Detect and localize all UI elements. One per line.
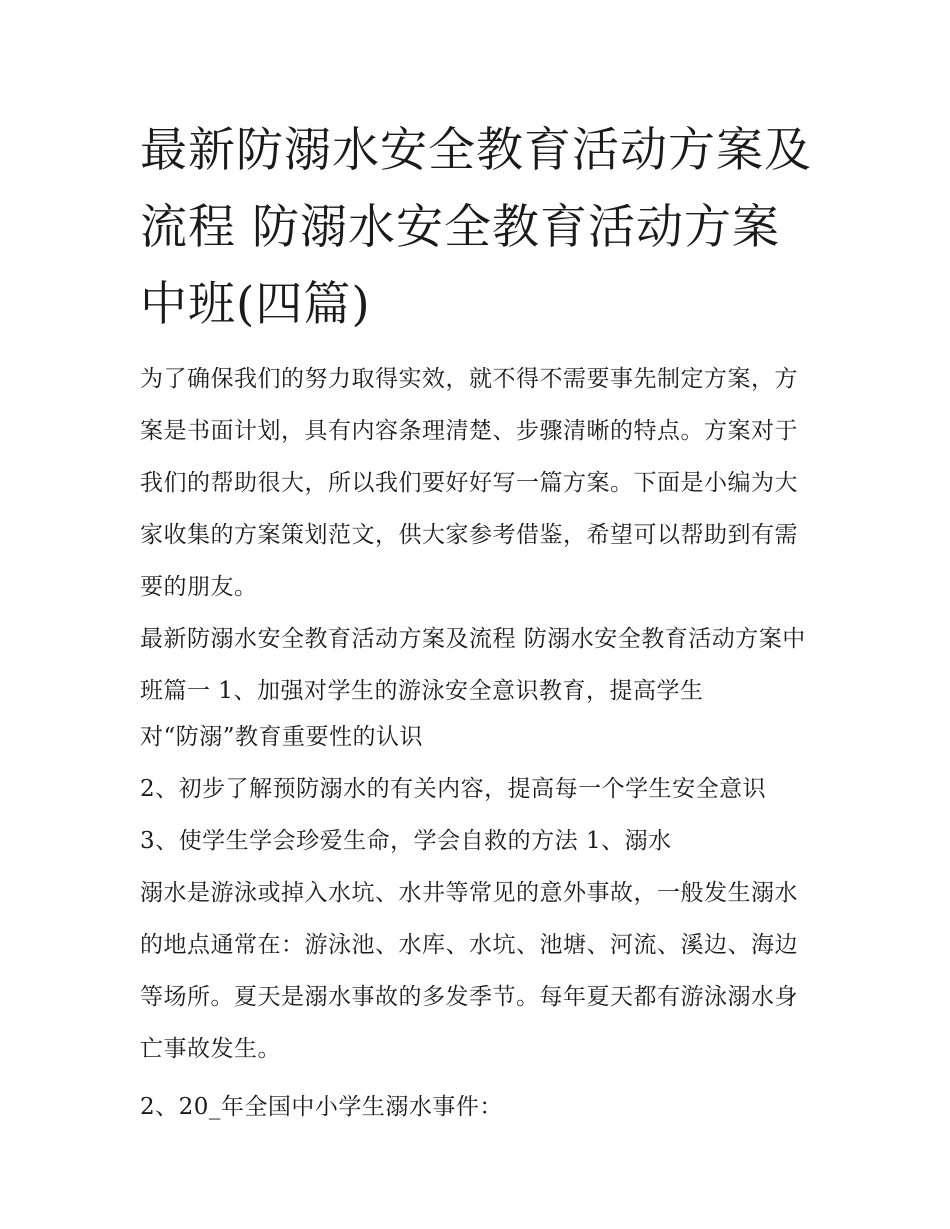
objective-continuation: 对“防溺”教育重要性的认识 [140,724,424,750]
objective-item-3: 3、使学生学会珍爱生命，学会自救的方法 1、溺水 [140,828,672,854]
drowning-description-paragraph: 溺水是游泳或掉入水坑、水井等常见的意外事故，一般发生溺水的地点通常在：游泳池、水库、水坑、池塘、河流、溪边、海边等场所。夏天是溺水事故的多发季节。每年夏天都有游泳溺水身亡事故发生。 [140,880,798,1062]
drowning-events-heading: 2、20_年全国中小学生溺水事件： [140,1094,503,1120]
document-title: 最新防溺水安全教育活动方案及流程 防溺水安全教育活动方案中班(四篇) [140,123,812,332]
section-heading-paragraph: 最新防溺水安全教育活动方案及流程 防溺水安全教育活动方案中班篇一 1、加强对学生的游泳安全意识教育，提高学生 [140,626,806,704]
intro-paragraph: 为了确保我们的努力取得实效，就不得不需要事先制定方案，方案是书面计划，具有内容条理清楚、步骤清晰的特点。方案对于我们的帮助很大，所以我们要好好写一篇方案。下面是小编为大家收集的方案策划范文，供大家参考借鉴，希望可以帮助到有需要的朋友。 [140,366,798,600]
objective-item-2: 2、初步了解预防溺水的有关内容，提高每一个学生安全意识 [140,776,767,802]
document-page [140,112,820,1133]
